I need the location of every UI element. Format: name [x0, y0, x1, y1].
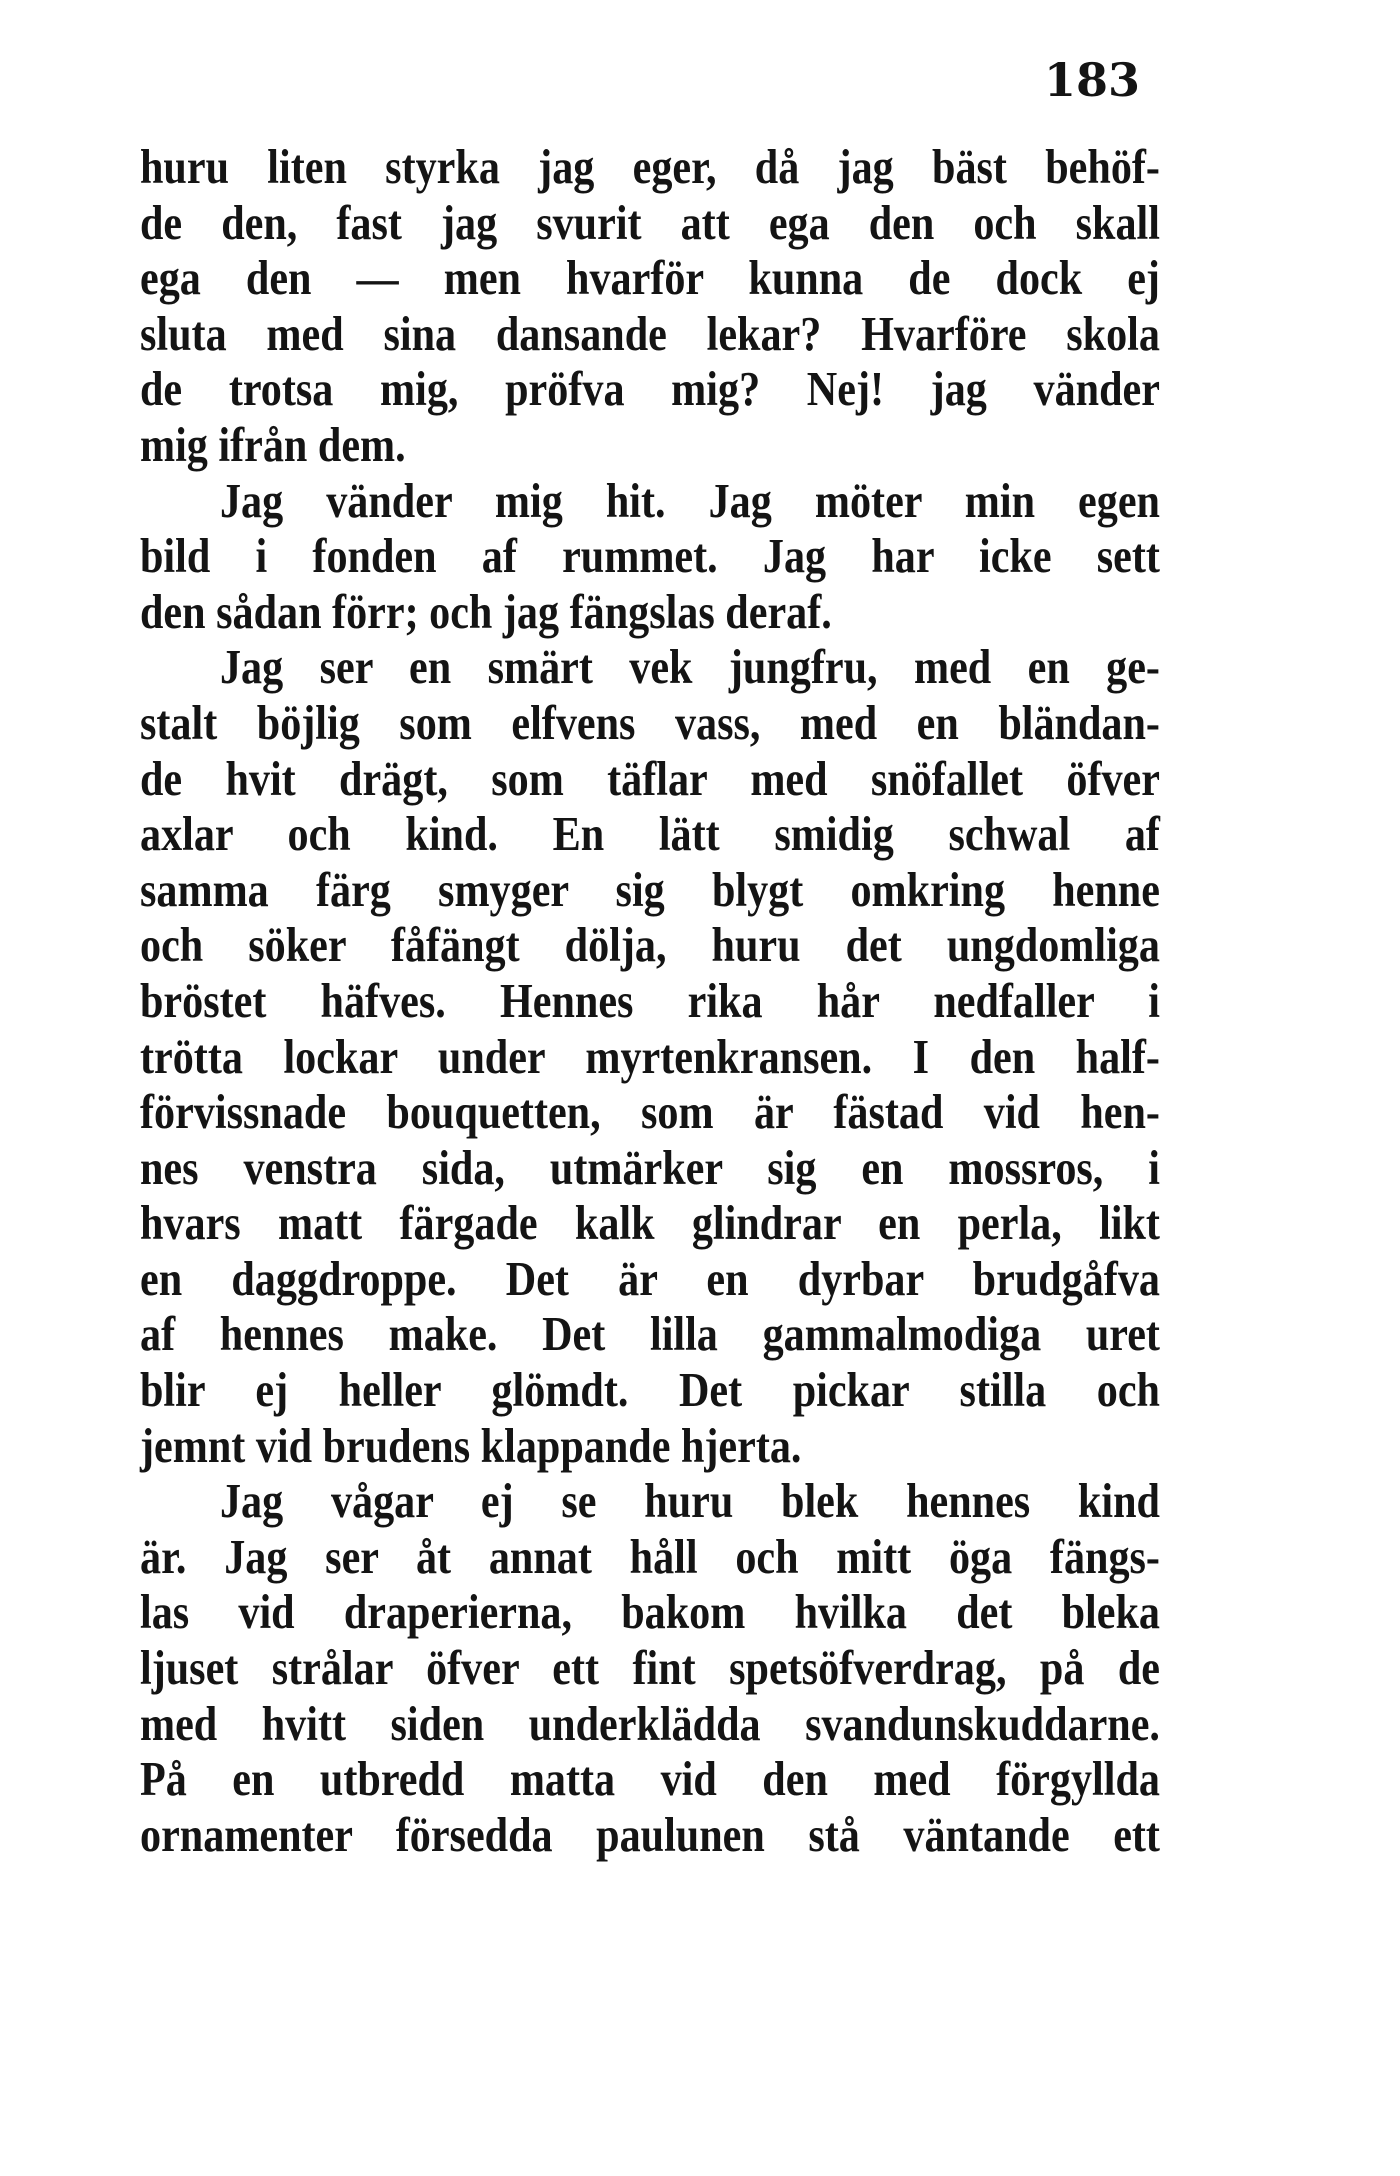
text-line: bröstet häfves. Hennes rika hår nedfaller i	[140, 972, 1160, 1028]
text-line: Jag vänder mig hit. Jag möter min egen	[219, 472, 1160, 528]
text-line: är. Jag ser åt annat håll och mitt öga fängs-	[140, 1528, 1160, 1584]
text-line: las vid draperierna, bakom hvilka det bleka	[140, 1584, 1160, 1640]
body-text	[140, 139, 1160, 1862]
page-number: 183	[1043, 53, 1140, 107]
text-line: jemnt vid brudens klappande hjerta.	[140, 1417, 802, 1473]
text-line: På en utbredd matta vid den med förgyllda	[140, 1751, 1160, 1807]
text-line: ornamenter försedda paulunen stå väntande ett	[140, 1806, 1160, 1862]
text-line: och söker fåfängt dölja, huru det ungdomliga	[140, 917, 1160, 973]
text-line: huru liten styrka jag eger, då jag bäst behöf-	[140, 139, 1160, 194]
text-line: med hvitt siden underklädda svandunskuddarne.	[140, 1695, 1160, 1751]
text-line: stalt böjlig som elfvens vass, med en bländan-	[140, 694, 1160, 750]
text-line: mig ifrån dem.	[140, 416, 406, 472]
text-line: bild i fonden af rummet. Jag har icke sett	[140, 528, 1160, 584]
text-line: den sådan förr; och jag fängslas deraf.	[140, 583, 832, 639]
text-line: en daggdroppe. Det är en dyrbar brudgåfva	[140, 1250, 1160, 1306]
text-line: Jag ser en smärt vek jungfru, med en ge-	[219, 639, 1160, 695]
text-line: hvars matt färgade kalk glindrar en perla, likt	[140, 1195, 1160, 1251]
text-line: de den, fast jag svurit att ega den och skall	[140, 194, 1160, 250]
text-line: samma färg smyger sig blygt omkring henne	[140, 861, 1160, 917]
text-line: nes venstra sida, utmärker sig en mossros, i	[140, 1139, 1160, 1195]
text-line: sluta med sina dansande lekar? Hvarföre skola	[140, 305, 1160, 361]
text-line: förvissnade bouquetten, som är fästad vid hen-	[140, 1084, 1160, 1140]
text-line: blir ej heller glömdt. Det pickar stilla och	[140, 1362, 1160, 1418]
text-line: axlar och kind. En lätt smidig schwal af	[140, 806, 1160, 862]
text-line: ega den — men hvarför kunna de dock ej	[140, 250, 1160, 306]
text-line: de trotsa mig, pröfva mig? Nej! jag vänder	[140, 361, 1160, 417]
text-line: ljuset strålar öfver ett fint spetsöfverdrag, på de	[140, 1640, 1160, 1696]
text-line: af hennes make. Det lilla gammalmodiga uret	[140, 1306, 1160, 1362]
text-line: de hvit drägt, som täflar med snöfallet öfver	[140, 750, 1160, 806]
text-line: Jag vågar ej se huru blek hennes kind	[219, 1473, 1160, 1529]
text-line: trötta lockar under myrtenkransen. I den half-	[140, 1028, 1160, 1084]
